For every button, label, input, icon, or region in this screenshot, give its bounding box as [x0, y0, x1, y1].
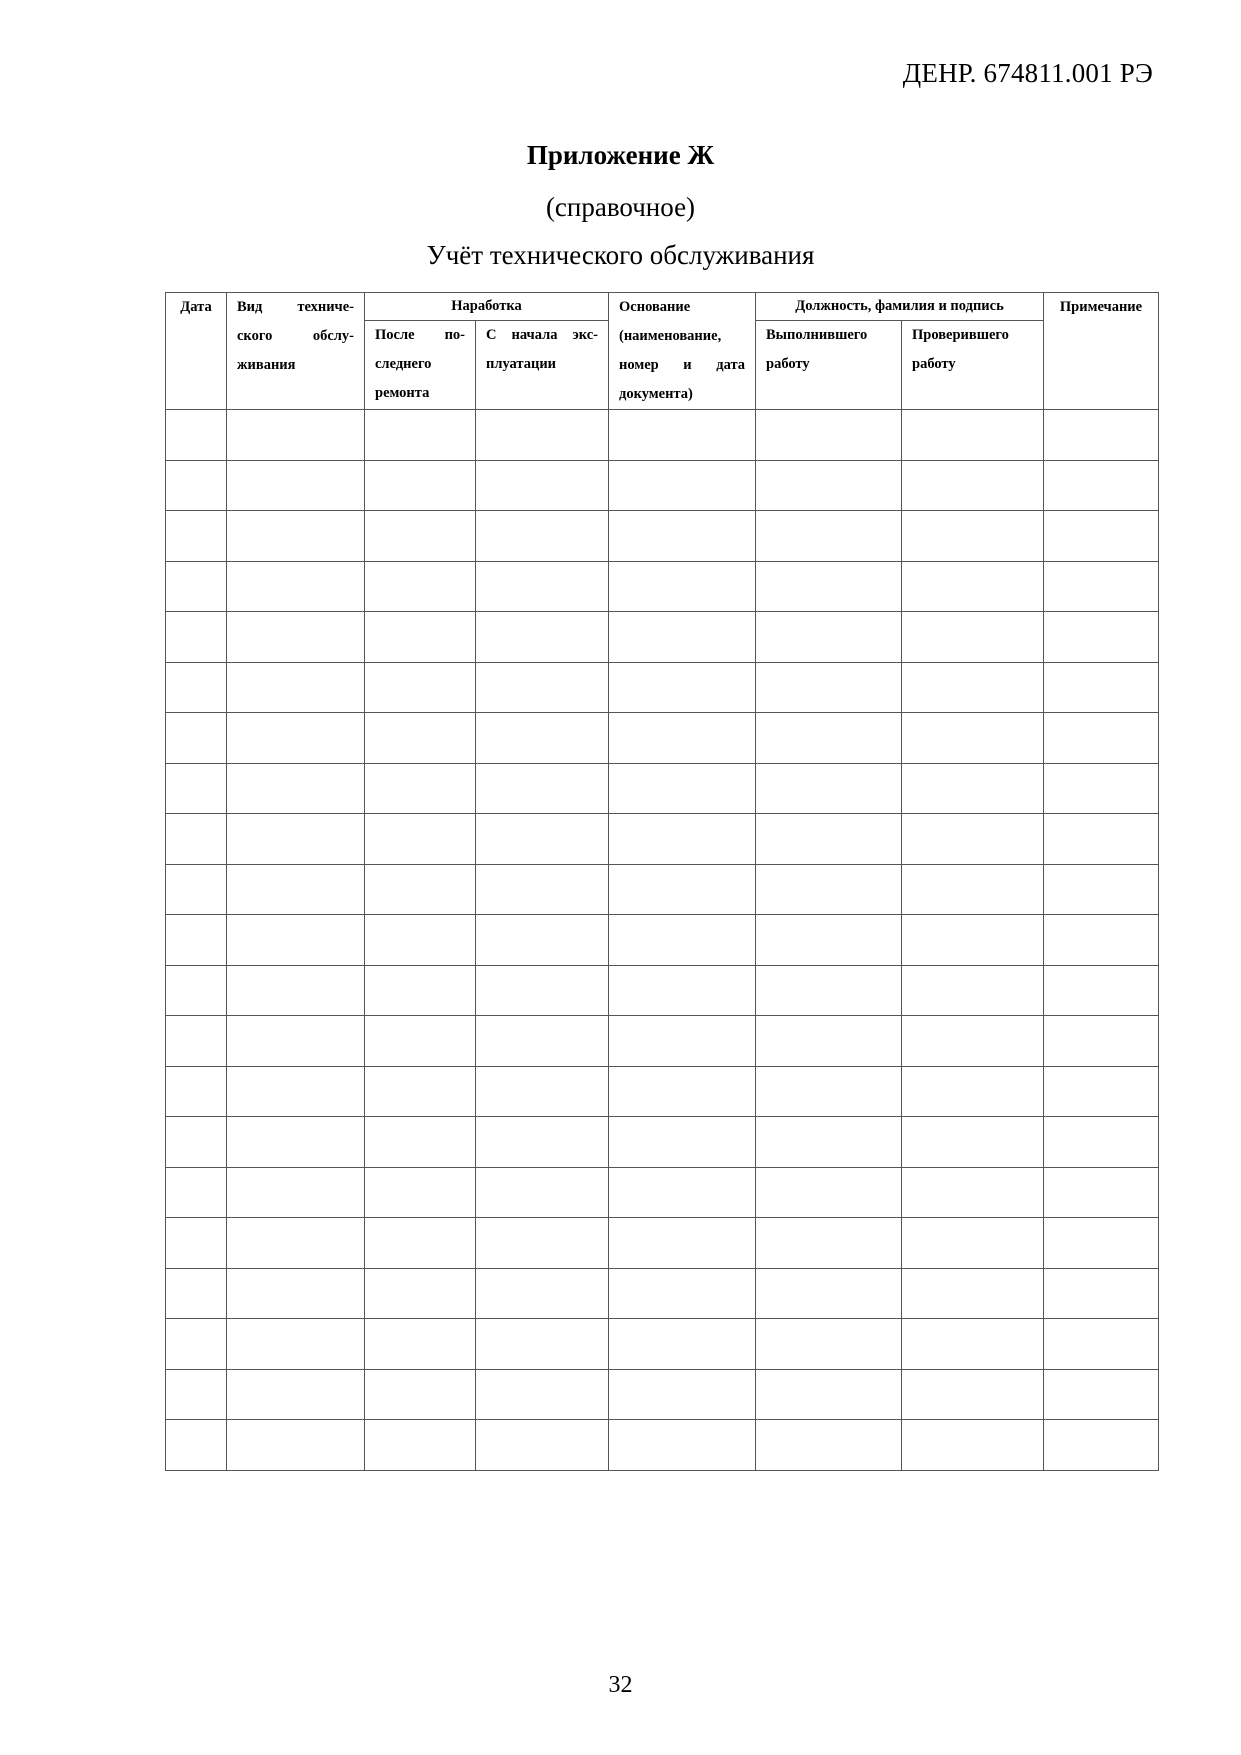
empty-cell — [756, 460, 902, 511]
empty-cell — [476, 1117, 609, 1168]
col-basis-line: Основание — [619, 299, 691, 315]
empty-cell — [1044, 561, 1159, 612]
empty-cell — [166, 915, 227, 966]
empty-cell — [227, 460, 365, 511]
empty-cell — [476, 410, 609, 461]
empty-cell — [902, 763, 1044, 814]
empty-cell — [1044, 1319, 1159, 1370]
empty-cell — [365, 965, 476, 1016]
empty-cell — [902, 1369, 1044, 1420]
empty-cell — [1044, 1167, 1159, 1218]
empty-cell — [476, 713, 609, 764]
empty-cell — [227, 561, 365, 612]
page-number: 32 — [608, 1672, 633, 1698]
empty-cell — [227, 1167, 365, 1218]
empty-cell — [756, 1268, 902, 1319]
empty-cell — [365, 460, 476, 511]
empty-cell — [365, 511, 476, 562]
empty-cell — [609, 915, 756, 966]
table-row — [166, 763, 1159, 814]
empty-cell — [609, 864, 756, 915]
empty-cell — [609, 561, 756, 612]
maintenance-log-body — [166, 410, 1159, 1471]
empty-cell — [166, 1268, 227, 1319]
col-performed-header — [756, 321, 902, 410]
group-runtime-header: Наработка — [365, 293, 609, 321]
empty-cell — [476, 1268, 609, 1319]
empty-cell — [1044, 1016, 1159, 1067]
col-since-start-line: плуатации — [486, 356, 557, 373]
empty-cell — [902, 511, 1044, 562]
col-checked-header — [902, 321, 1044, 410]
empty-cell — [756, 1369, 902, 1420]
empty-cell — [609, 814, 756, 865]
empty-cell — [166, 763, 227, 814]
table-row — [166, 864, 1159, 915]
empty-cell — [476, 1420, 609, 1471]
empty-cell — [166, 1066, 227, 1117]
col-basis-line: (наименование, — [619, 328, 722, 344]
empty-cell — [227, 511, 365, 562]
empty-cell — [756, 1319, 902, 1370]
empty-cell — [1044, 915, 1159, 966]
empty-cell — [902, 612, 1044, 663]
empty-cell — [902, 1066, 1044, 1117]
empty-cell — [365, 763, 476, 814]
empty-cell — [166, 561, 227, 612]
table-row — [166, 662, 1159, 713]
empty-cell — [365, 1268, 476, 1319]
empty-cell — [609, 1016, 756, 1067]
empty-cell — [902, 1420, 1044, 1471]
col-service-type-header — [227, 293, 365, 410]
empty-cell — [476, 1066, 609, 1117]
empty-cell — [756, 864, 902, 915]
empty-cell — [227, 1117, 365, 1168]
table-row — [166, 915, 1159, 966]
empty-cell — [902, 965, 1044, 1016]
col-basis-line: документа) — [619, 386, 693, 402]
empty-cell — [1044, 1420, 1159, 1471]
col-checked-line: работу — [912, 356, 956, 373]
empty-cell — [227, 410, 365, 461]
empty-cell — [756, 1117, 902, 1168]
empty-cell — [902, 1319, 1044, 1370]
table-row — [166, 561, 1159, 612]
col-after-repair-header — [365, 321, 476, 410]
empty-cell — [227, 965, 365, 1016]
empty-cell — [365, 915, 476, 966]
empty-cell — [1044, 612, 1159, 663]
empty-cell — [166, 713, 227, 764]
empty-cell — [476, 864, 609, 915]
empty-cell — [476, 561, 609, 612]
empty-cell — [365, 612, 476, 663]
empty-cell — [365, 1167, 476, 1218]
table-row — [166, 1420, 1159, 1471]
empty-cell — [609, 612, 756, 663]
empty-cell — [1044, 864, 1159, 915]
empty-cell — [756, 1420, 902, 1471]
empty-cell — [166, 965, 227, 1016]
empty-cell — [227, 763, 365, 814]
empty-cell — [756, 1167, 902, 1218]
table-row — [166, 1167, 1159, 1218]
empty-cell — [227, 814, 365, 865]
empty-cell — [902, 1218, 1044, 1269]
empty-cell — [365, 662, 476, 713]
empty-cell — [609, 1268, 756, 1319]
col-note-header: Примечание — [1044, 293, 1159, 410]
empty-cell — [609, 1319, 756, 1370]
empty-cell — [1044, 511, 1159, 562]
col-after-repair-line: После по- — [375, 327, 465, 344]
empty-cell — [365, 814, 476, 865]
empty-cell — [166, 1319, 227, 1370]
empty-cell — [476, 1016, 609, 1067]
empty-cell — [902, 410, 1044, 461]
empty-cell — [476, 915, 609, 966]
table-row — [166, 965, 1159, 1016]
empty-cell — [227, 1268, 365, 1319]
maintenance-log-table — [165, 292, 1159, 1471]
empty-cell — [756, 713, 902, 764]
empty-cell — [609, 1167, 756, 1218]
empty-cell — [476, 1319, 609, 1370]
col-since-start-header — [476, 321, 609, 410]
col-after-repair-line: следнего — [375, 356, 432, 373]
table-row — [166, 1218, 1159, 1269]
empty-cell — [365, 561, 476, 612]
empty-cell — [609, 763, 756, 814]
empty-cell — [476, 965, 609, 1016]
empty-cell — [902, 1117, 1044, 1168]
col-service-type-line: живания — [237, 357, 296, 373]
table-row — [166, 713, 1159, 764]
empty-cell — [365, 1016, 476, 1067]
table-row — [166, 511, 1159, 562]
empty-cell — [476, 1218, 609, 1269]
col-checked-line: Проверившего — [912, 327, 1009, 344]
empty-cell — [1044, 1268, 1159, 1319]
empty-cell — [902, 864, 1044, 915]
empty-cell — [227, 662, 365, 713]
empty-cell — [902, 1016, 1044, 1067]
empty-cell — [166, 460, 227, 511]
empty-cell — [227, 1066, 365, 1117]
col-since-start-line: С начала экс- — [486, 327, 598, 344]
table-row — [166, 612, 1159, 663]
empty-cell — [1044, 814, 1159, 865]
col-service-type-line: ского обслу- — [237, 328, 354, 344]
empty-cell — [227, 864, 365, 915]
table-row — [166, 814, 1159, 865]
empty-cell — [1044, 1218, 1159, 1269]
empty-cell — [609, 1218, 756, 1269]
empty-cell — [476, 1369, 609, 1420]
col-date-header: Дата — [166, 293, 227, 410]
empty-cell — [476, 763, 609, 814]
empty-cell — [166, 612, 227, 663]
empty-cell — [365, 1420, 476, 1471]
empty-cell — [365, 1218, 476, 1269]
empty-cell — [609, 460, 756, 511]
empty-cell — [365, 1319, 476, 1370]
empty-cell — [609, 511, 756, 562]
empty-cell — [756, 915, 902, 966]
empty-cell — [166, 1167, 227, 1218]
empty-cell — [609, 410, 756, 461]
empty-cell — [902, 1268, 1044, 1319]
empty-cell — [756, 410, 902, 461]
table-row — [166, 1117, 1159, 1168]
col-performed-line: Выполнившего — [766, 327, 868, 344]
col-basis-header — [609, 293, 756, 410]
empty-cell — [756, 662, 902, 713]
empty-cell — [756, 965, 902, 1016]
empty-cell — [227, 915, 365, 966]
empty-cell — [166, 1016, 227, 1067]
empty-cell — [1044, 713, 1159, 764]
empty-cell — [166, 814, 227, 865]
empty-cell — [756, 1016, 902, 1067]
empty-cell — [476, 612, 609, 663]
table-row — [166, 410, 1159, 461]
col-after-repair-line: ремонта — [375, 385, 430, 402]
col-performed-line: работу — [766, 356, 810, 373]
empty-cell — [166, 1218, 227, 1269]
empty-cell — [1044, 410, 1159, 461]
empty-cell — [1044, 1117, 1159, 1168]
empty-cell — [902, 915, 1044, 966]
empty-cell — [476, 511, 609, 562]
empty-cell — [227, 1016, 365, 1067]
empty-cell — [365, 713, 476, 764]
empty-cell — [609, 713, 756, 764]
col-basis-line: номер и дата — [619, 357, 745, 373]
empty-cell — [756, 1218, 902, 1269]
empty-cell — [1044, 460, 1159, 511]
document-code: ДЕНР. 674811.001 РЭ — [902, 58, 1153, 88]
empty-cell — [902, 561, 1044, 612]
empty-cell — [166, 1117, 227, 1168]
empty-cell — [166, 1369, 227, 1420]
group-signatures-header: Должность, фамилия и подпись — [756, 293, 1044, 321]
empty-cell — [476, 814, 609, 865]
empty-cell — [365, 1117, 476, 1168]
empty-cell — [476, 1167, 609, 1218]
empty-cell — [227, 1218, 365, 1269]
empty-cell — [756, 763, 902, 814]
empty-cell — [1044, 763, 1159, 814]
empty-cell — [1044, 662, 1159, 713]
header-row-1 — [166, 293, 1159, 321]
empty-cell — [609, 1117, 756, 1168]
empty-cell — [902, 1167, 1044, 1218]
table-row — [166, 460, 1159, 511]
empty-cell — [166, 864, 227, 915]
empty-cell — [902, 713, 1044, 764]
empty-cell — [227, 1319, 365, 1370]
empty-cell — [365, 1066, 476, 1117]
empty-cell — [1044, 965, 1159, 1016]
col-service-type-line: Вид техниче- — [237, 299, 354, 315]
empty-cell — [609, 965, 756, 1016]
empty-cell — [609, 662, 756, 713]
empty-cell — [902, 460, 1044, 511]
table-row — [166, 1319, 1159, 1370]
empty-cell — [1044, 1066, 1159, 1117]
empty-cell — [227, 1420, 365, 1471]
empty-cell — [365, 864, 476, 915]
empty-cell — [227, 713, 365, 764]
empty-cell — [166, 410, 227, 461]
empty-cell — [166, 511, 227, 562]
empty-cell — [227, 612, 365, 663]
empty-cell — [1044, 1369, 1159, 1420]
empty-cell — [756, 511, 902, 562]
table-row — [166, 1369, 1159, 1420]
empty-cell — [365, 410, 476, 461]
empty-cell — [756, 561, 902, 612]
appendix-title: Приложение Ж — [526, 140, 715, 170]
empty-cell — [609, 1369, 756, 1420]
empty-cell — [609, 1066, 756, 1117]
empty-cell — [476, 460, 609, 511]
appendix-kind: (справочное) — [545, 192, 696, 222]
empty-cell — [166, 1420, 227, 1471]
empty-cell — [476, 662, 609, 713]
empty-cell — [166, 662, 227, 713]
empty-cell — [756, 1066, 902, 1117]
empty-cell — [609, 1420, 756, 1471]
table-row — [166, 1268, 1159, 1319]
empty-cell — [227, 1369, 365, 1420]
empty-cell — [756, 814, 902, 865]
table-row — [166, 1066, 1159, 1117]
table-title: Учёт технического обслуживания — [426, 240, 815, 270]
table-row — [166, 1016, 1159, 1067]
empty-cell — [756, 612, 902, 663]
empty-cell — [902, 662, 1044, 713]
empty-cell — [902, 814, 1044, 865]
empty-cell — [365, 1369, 476, 1420]
